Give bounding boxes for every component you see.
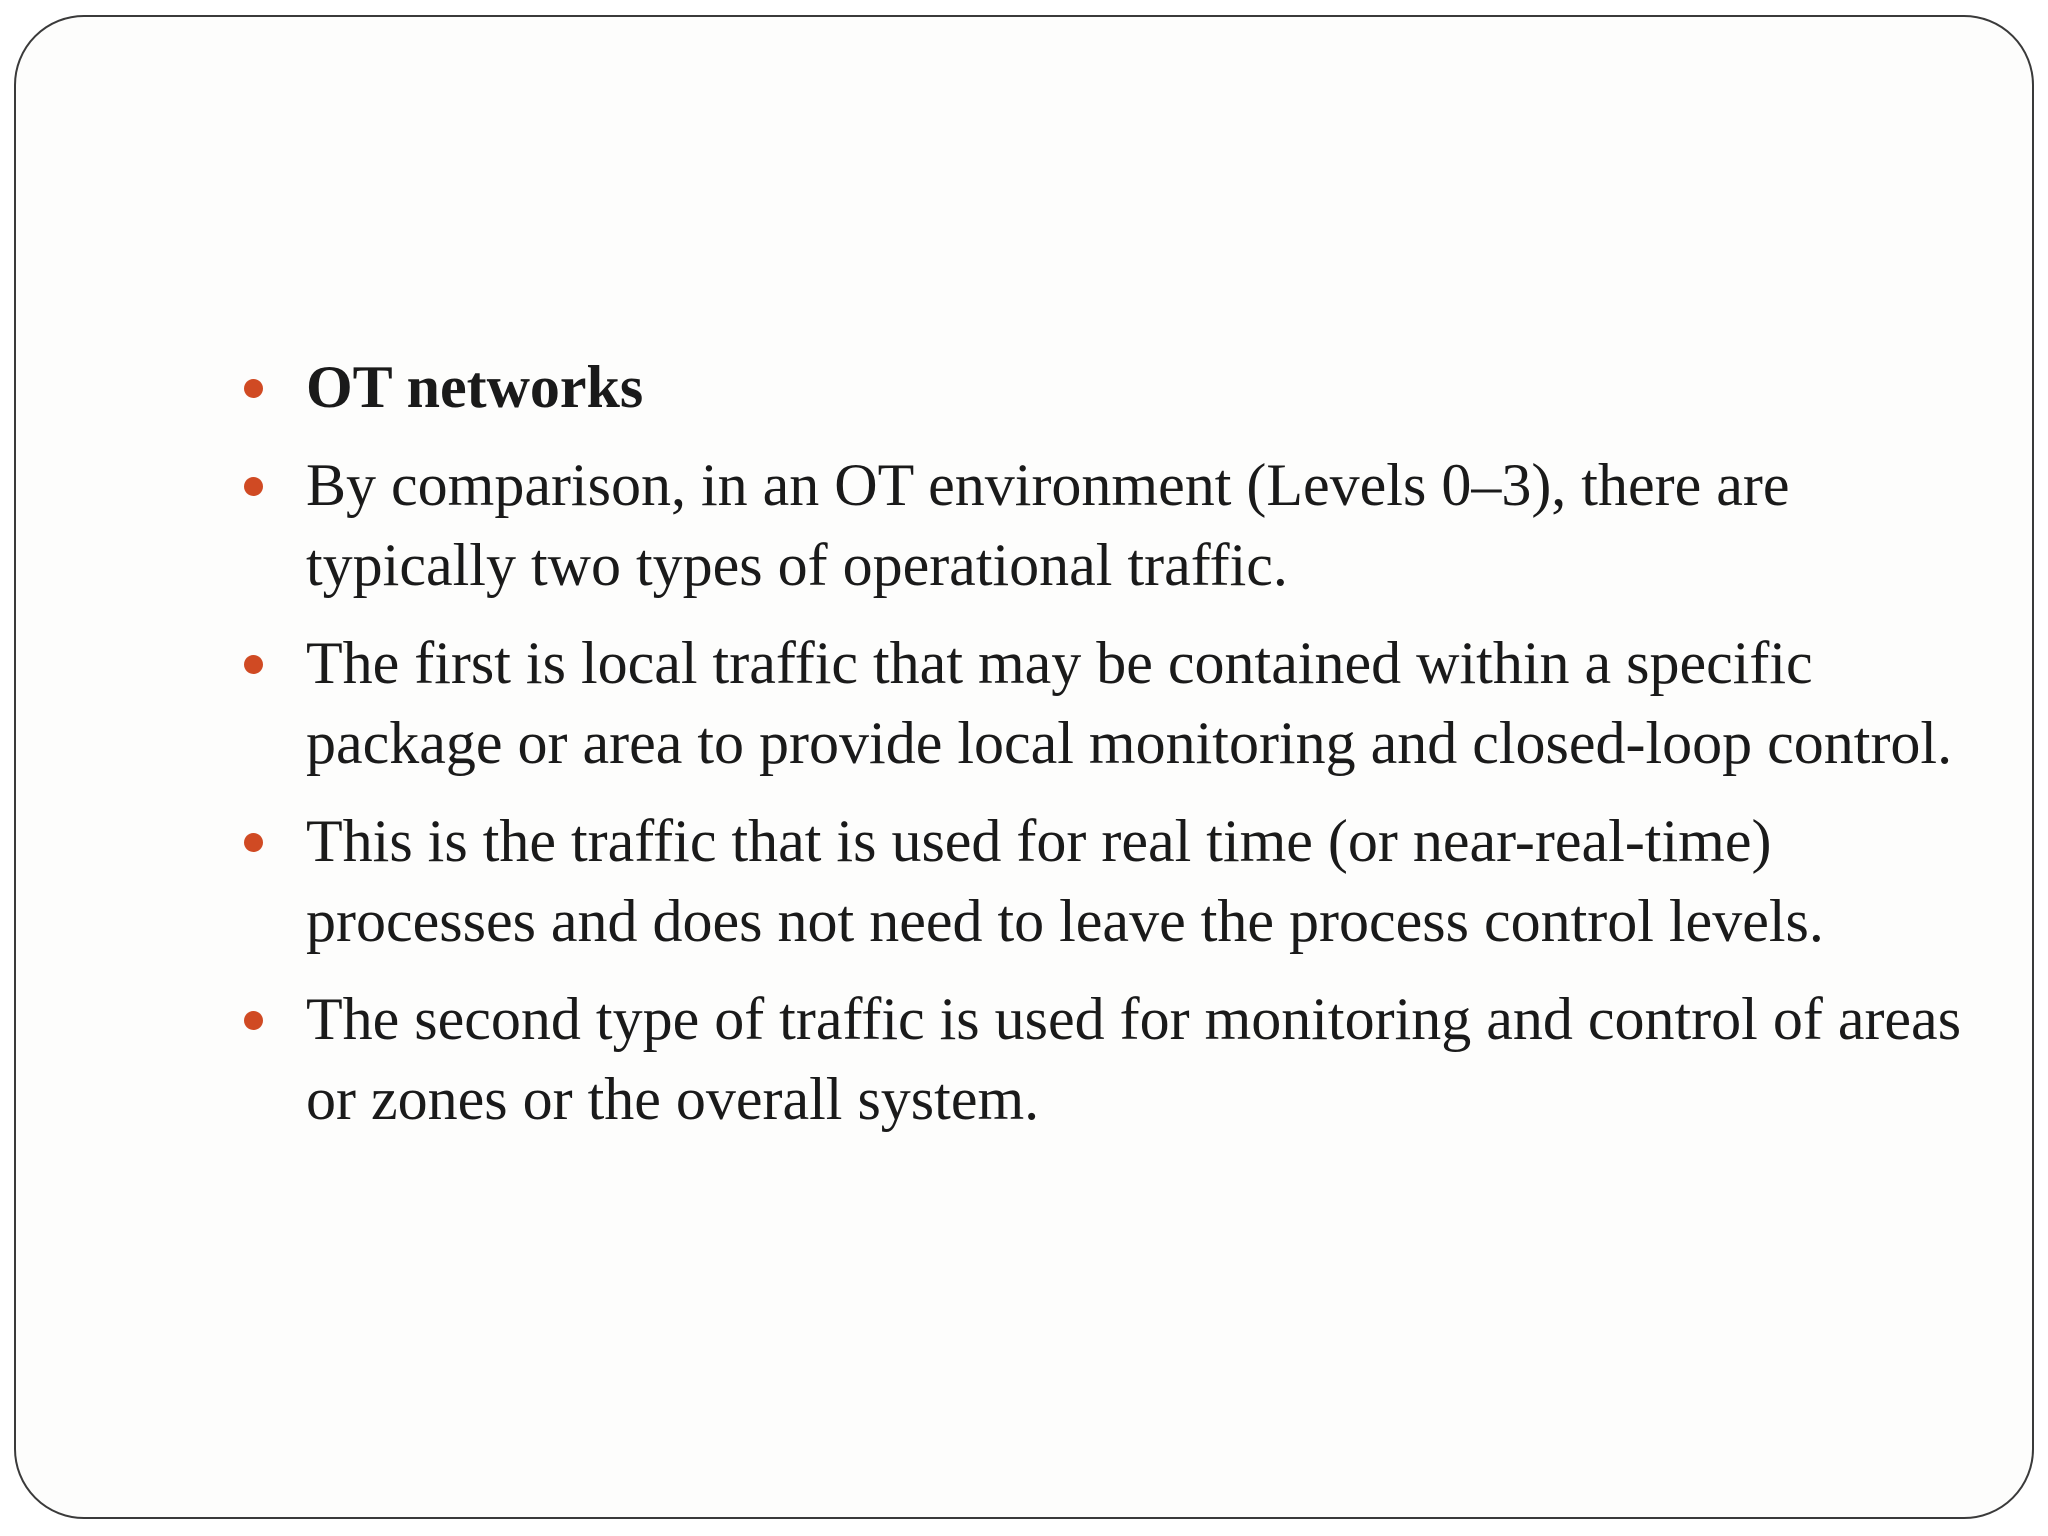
bullet-icon: [244, 655, 263, 674]
bullet-text: By comparison, in an OT environment (Levels 0–3), there are typically two types of operational traffic.: [306, 452, 1790, 598]
bullet-icon: [244, 477, 263, 496]
bullet-icon: [244, 1011, 263, 1030]
list-item: [244, 347, 1964, 427]
list-item: [244, 801, 1964, 961]
list-item: [244, 979, 1964, 1139]
bullet-icon: [244, 833, 263, 852]
bullet-text: This is the traffic that is used for real time (or near-real-time) processes and does not need to leave the process control levels.: [306, 808, 1824, 954]
slide-frame: [14, 15, 2034, 1519]
section-heading: OT networks: [306, 354, 644, 420]
bullet-list: [244, 347, 1964, 1157]
bullet-icon: [244, 379, 263, 398]
list-item: [244, 623, 1964, 783]
list-item: [244, 445, 1964, 605]
bullet-text: The first is local traffic that may be contained within a specific package or area to provide local monitoring and closed-loop control.: [306, 630, 1953, 776]
bullet-text: The second type of traffic is used for monitoring and control of areas or zones or the overall system.: [306, 986, 1962, 1132]
